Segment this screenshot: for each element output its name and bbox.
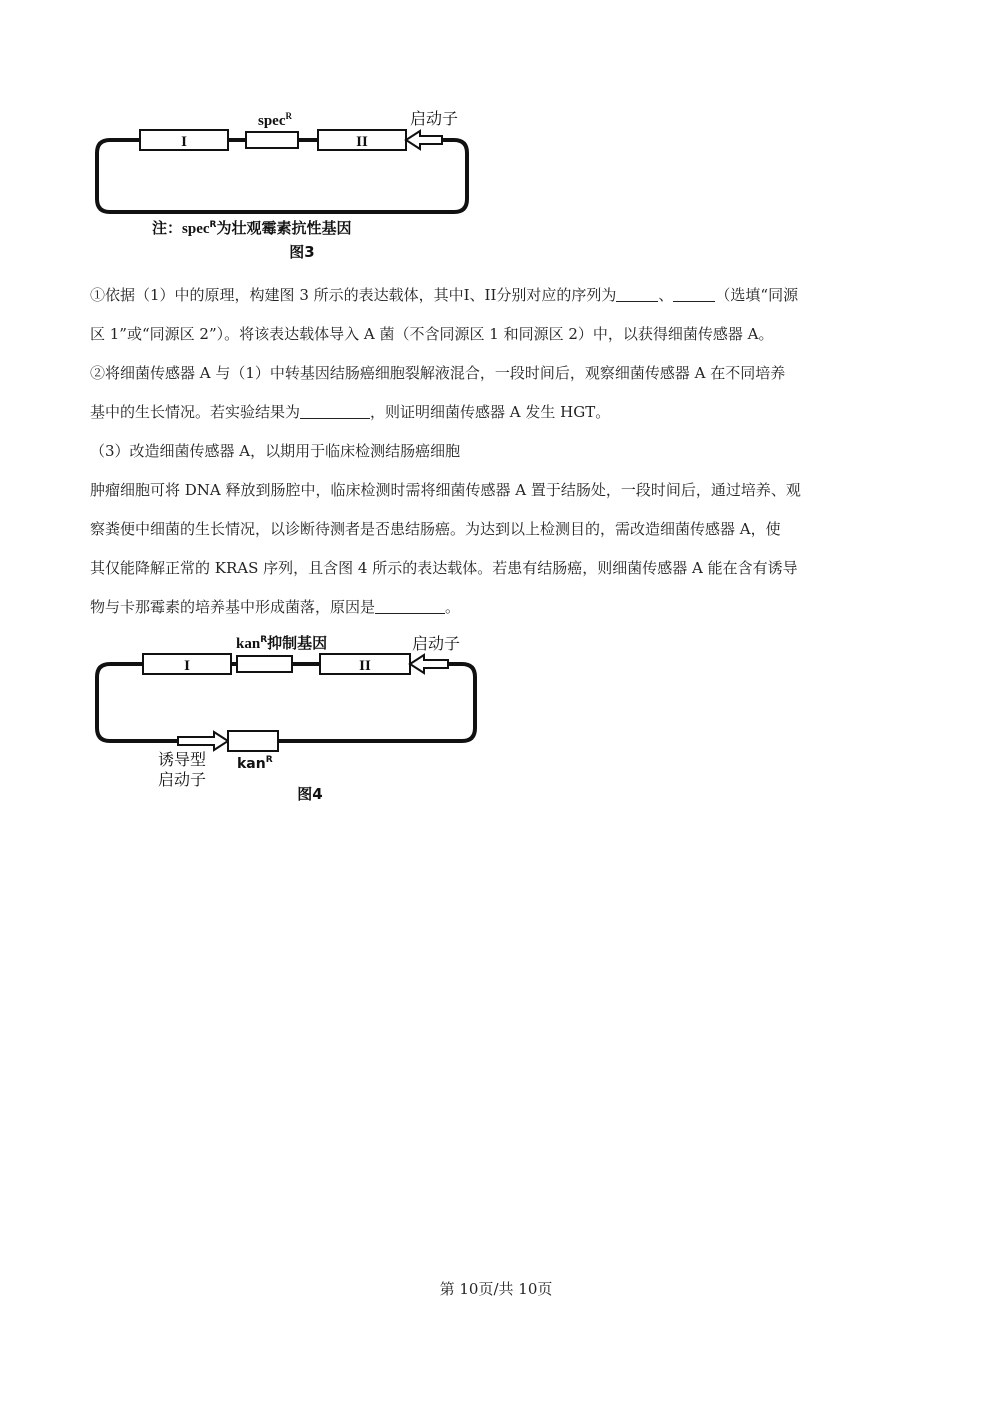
promoter-label: 启动子: [412, 634, 461, 653]
figure-4-diagram: [0, 625, 500, 810]
answer-blank-4[interactable]: [375, 597, 445, 614]
inducible-promoter-label-line2: 启动子: [158, 770, 207, 789]
q3-line4-text-b: 。: [445, 598, 461, 616]
kanR-inhibitor-label: kan$^R$抑制基因: [236, 634, 328, 652]
answer-blank-1[interactable]: [616, 285, 658, 302]
answer-blank-3[interactable]: [300, 402, 370, 419]
figure-4-caption: 图4: [297, 785, 323, 803]
inducible-promoter-label-line1: 诱导型: [158, 750, 207, 769]
figure-3-diagram: [0, 100, 500, 265]
q3-line4-text-a: 物与卡那霉素的培养基中形成菌落，原因是: [90, 598, 376, 616]
kanR-inhibitor-box: [237, 656, 292, 672]
q3-line4: [90, 588, 905, 627]
promoter-label: 启动子: [410, 109, 459, 128]
q2-item1-separator: 、: [658, 286, 674, 304]
region-I-label: I: [181, 134, 187, 150]
q2-item2-text-b: ，则证明细菌传感器 A 发生 HGT。: [370, 403, 611, 421]
q2-item2-text-a: 基中的生长情况。若实验结果为: [90, 403, 301, 421]
page-footer: 第 10页/共 10页: [439, 1280, 553, 1298]
region-II-label: II: [359, 658, 371, 674]
figure-4: [0, 625, 500, 810]
kanR-label: kan$^R$: [237, 755, 273, 772]
specR-label: spec$^R$: [258, 111, 292, 129]
plasmid-loop: [97, 664, 178, 741]
inducible-promoter-arrow: [178, 732, 228, 750]
promoter-arrow: [410, 655, 448, 673]
q2-item2-line1: ②将细菌传感器 A 与（1）中转基因结肠癌细胞裂解液混合，一段时间后，观察细菌传感器 A 在不同培养: [90, 364, 786, 382]
q2-item2-line2: [90, 393, 905, 432]
kanR-box: [228, 731, 278, 751]
figure-3-note: 注：spec$^R$为壮观霉素抗性基因: [152, 219, 352, 237]
answer-blank-2[interactable]: [673, 285, 715, 302]
region-II-label: II: [356, 134, 368, 150]
q3-heading: （3）改造细菌传感器 A，以期用于临床检测结肠癌细胞: [90, 442, 461, 460]
region-I-label: I: [184, 658, 190, 674]
q2-item1-text-a: ①依据（1）中的原理，构建图 3 所示的表达载体，其中I、II分别对应的序列为: [90, 286, 617, 304]
q3-line3: 其仅能降解正常的 KRAS 序列，且含图 4 所示的表达载体。若患有结肠癌，则细菌传感器 A 能在含有诱导: [90, 559, 798, 577]
figure-3: [0, 100, 500, 265]
promoter-arrow: [406, 131, 442, 149]
q2-item1-text-b: （选填“同源: [715, 286, 799, 304]
specR-box: [246, 132, 298, 148]
figure-3-caption: 图3: [289, 243, 315, 261]
q2-item1-line2: 区 1”或“同源区 2”）。将该表达载体导入 A 菌（不含同源区 1 和同源区 2）中，以获得细菌传感器 A。: [90, 325, 774, 343]
q3-line2: 察粪便中细菌的生长情况，以诊断待测者是否患结肠癌。为达到以上检测目的，需改造细菌传感器 A，使: [90, 520, 781, 538]
q2-item1-line1: [90, 276, 905, 315]
q3-line1: 肿瘤细胞可将 DNA 释放到肠腔中，临床检测时需将细菌传感器 A 置于结肠处，一段时间后，通过培养、观: [90, 481, 801, 499]
